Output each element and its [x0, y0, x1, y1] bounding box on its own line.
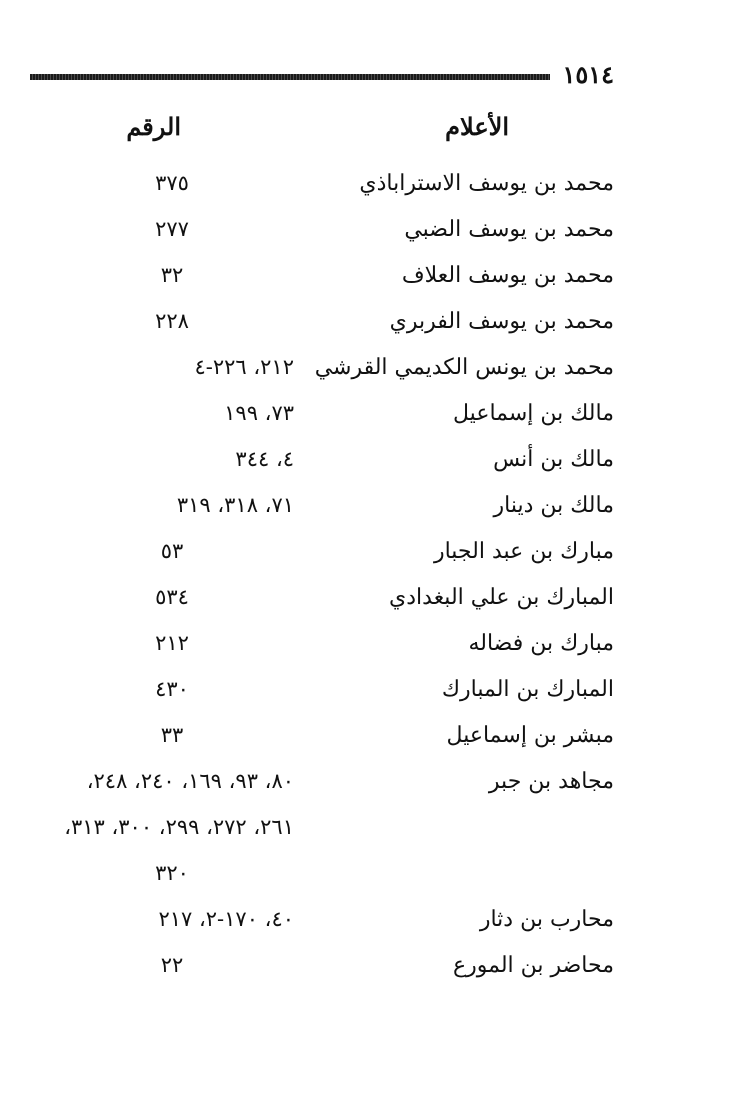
entry-page-numbers: ٢١٢، ٢٢٦-٤: [194, 355, 294, 379]
index-entry-continuation: [0, 855, 747, 901]
entry-name: مالك بن أنس: [493, 447, 614, 472]
index-entry: [0, 349, 747, 395]
entry-name: محارب بن دثار: [479, 907, 614, 932]
entry-page-numbers: ٢١٢: [155, 631, 189, 655]
entry-name: محمد بن يوسف الفربري: [389, 309, 614, 334]
index-entry: [0, 947, 747, 993]
entry-page-numbers: ٤٠، ١٧٠-٢، ٢١٧: [158, 907, 294, 931]
entry-name: مبارك بن فضاله: [468, 631, 614, 656]
entry-page-numbers: ٤٣٠: [155, 677, 189, 701]
entry-page-numbers: ٢٦١، ٢٧٢، ٢٩٩، ٣٠٠، ٣١٣،: [64, 815, 294, 839]
index-entry: [0, 533, 747, 579]
index-entry: [0, 487, 747, 533]
entry-name: محمد بن يوسف الاستراباذي: [359, 171, 614, 196]
index-entry: [0, 579, 747, 625]
index-entry: [0, 257, 747, 303]
numbers-column-heading: الرقم: [126, 112, 181, 141]
names-column-heading: الأعلام: [445, 112, 509, 141]
index-entry: [0, 395, 747, 441]
index-entry: [0, 717, 747, 763]
index-entry: [0, 671, 747, 717]
entry-page-numbers: ٢٢٨: [155, 309, 189, 333]
entry-name: محمد بن يوسف الضبي: [404, 217, 614, 242]
entry-page-numbers: ٣٣: [160, 723, 184, 747]
index-entry: [0, 763, 747, 809]
entry-page-numbers: ٤، ٣٤٤: [235, 447, 294, 471]
entry-name: محاضر بن المورع: [452, 953, 614, 978]
index-entry: [0, 211, 747, 257]
index-entry: [0, 165, 747, 211]
index-entry: [0, 901, 747, 947]
entry-page-numbers: ٥٣٤: [155, 585, 189, 609]
entry-name: مالك بن إسماعيل: [453, 401, 614, 426]
index-entry: [0, 625, 747, 671]
entry-name: مالك بن دينار: [493, 493, 614, 518]
entry-page-numbers: ٧١، ٣١٨، ٣١٩: [176, 493, 294, 517]
entry-name: مجاهد بن جبر: [488, 769, 614, 794]
index-entries: [0, 165, 747, 993]
page-number: ١٥١٤: [562, 60, 614, 89]
entry-name: مبشر بن إسماعيل: [446, 723, 614, 748]
entry-name: محمد بن يونس الكديمي القرشي: [314, 355, 614, 380]
entry-page-numbers: ٢٢: [160, 953, 184, 977]
index-entry: [0, 303, 747, 349]
entry-page-numbers: ٥٣: [160, 539, 184, 563]
index-entry-continuation: [0, 809, 747, 855]
entry-page-numbers: ٨٠، ٩٣، ١٦٩، ٢٤٠، ٢٤٨،: [86, 769, 294, 793]
entry-name: المبارك بن المبارك: [441, 677, 614, 702]
entry-page-numbers: ٣٧٥: [155, 171, 189, 195]
entry-page-numbers: ٣٢: [160, 263, 184, 287]
header-rule: [30, 74, 550, 80]
entry-name: محمد بن يوسف العلاف: [401, 263, 614, 288]
index-entry: [0, 441, 747, 487]
entry-page-numbers: ٢٧٧: [155, 217, 189, 241]
page-header: [30, 60, 622, 94]
entry-page-numbers: ٧٣، ١٩٩: [224, 401, 294, 425]
entry-name: مبارك بن عبد الجبار: [433, 539, 614, 564]
entry-name: المبارك بن علي البغدادي: [389, 585, 614, 610]
entry-page-numbers: ٣٢٠: [155, 861, 189, 885]
